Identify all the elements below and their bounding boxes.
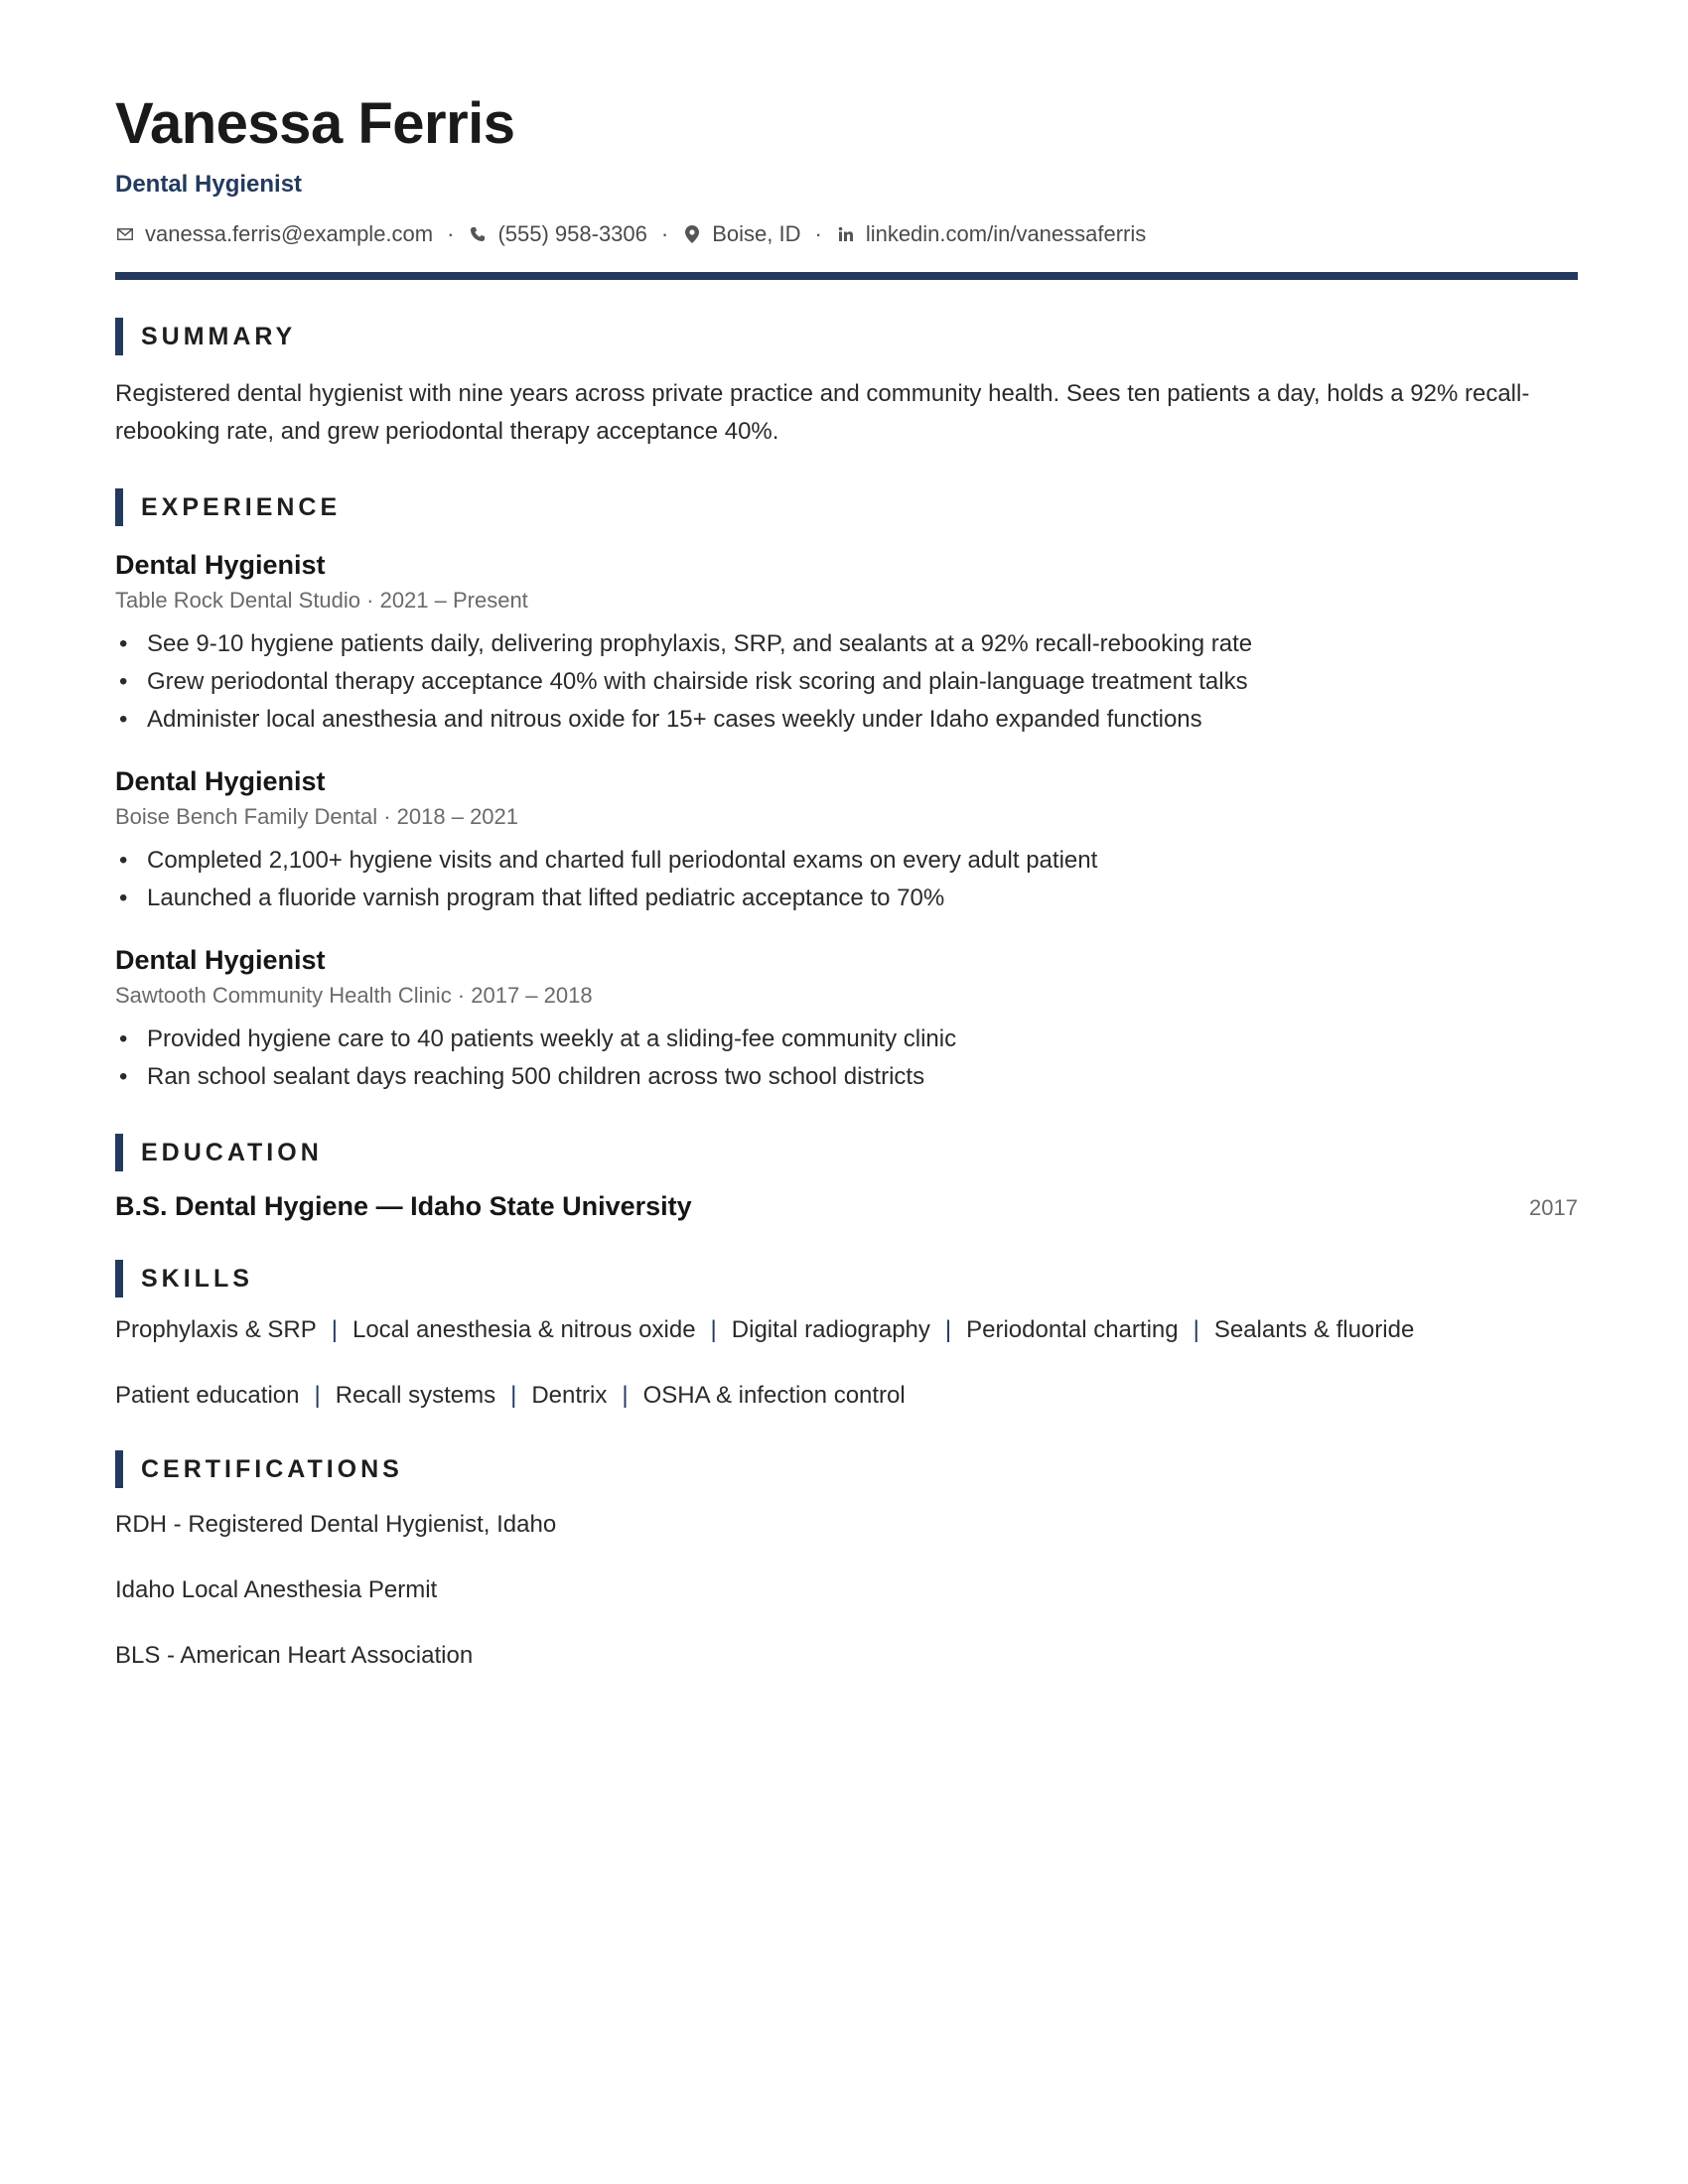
skill-item: Digital radiography | bbox=[732, 1313, 966, 1347]
skill-item: Periodontal charting | bbox=[966, 1313, 1214, 1347]
experience-entry bbox=[115, 764, 1578, 917]
job-bullet: • Launched a fluoride varnish program that lifted pediatric acceptance to 70% bbox=[115, 880, 1578, 917]
section-accent-bar bbox=[115, 1450, 123, 1488]
job-meta: Table Rock Dental Studio · 2021 – Present bbox=[115, 588, 528, 613]
section-heading-education bbox=[115, 1134, 1578, 1171]
skill-separator: | bbox=[944, 1316, 952, 1343]
map-pin-icon bbox=[682, 224, 702, 244]
job-meta: Sawtooth Community Health Clinic · 2017 – 2018 bbox=[115, 983, 593, 1008]
education-year: 2017 bbox=[1529, 1195, 1578, 1220]
header-divider bbox=[115, 272, 1578, 280]
candidate-role: Dental Hygienist bbox=[115, 171, 303, 198]
skill-separator: | bbox=[510, 1382, 517, 1409]
skill-separator: | bbox=[710, 1316, 717, 1343]
section-heading-summary bbox=[115, 318, 1578, 355]
skill-item: Recall systems | bbox=[336, 1379, 532, 1413]
job-bullet: • Ran school sealant days reaching 500 children across two school districts bbox=[115, 1058, 1578, 1096]
job-bullet: • See 9-10 hygiene patients daily, delivering prophylaxis, SRP, and sealants at a 92% recall-rebooking rate bbox=[115, 625, 1578, 663]
skill-separator: | bbox=[622, 1382, 629, 1409]
section-accent-bar bbox=[115, 1260, 123, 1297]
section-heading-label: EDUCATION bbox=[141, 1138, 323, 1166]
skill-item: OSHA & infection control bbox=[642, 1382, 906, 1409]
contact-linkedin[interactable] bbox=[836, 220, 1146, 248]
job-title: Dental Hygienist bbox=[115, 766, 326, 796]
education-degree: B.S. Dental Hygiene — Idaho State University bbox=[115, 1191, 692, 1221]
linkedin-icon bbox=[836, 224, 856, 244]
job-meta: Boise Bench Family Dental · 2018 – 2021 bbox=[115, 804, 519, 829]
experience-entry bbox=[115, 943, 1578, 1096]
job-title: Dental Hygienist bbox=[115, 945, 326, 975]
section-heading-label: SKILLS bbox=[141, 1264, 253, 1293]
job-bullet: • Administer local anesthesia and nitrous oxide for 15+ cases weekly under Idaho expanded functions bbox=[115, 701, 1578, 739]
job-bullet: • Provided hygiene care to 40 patients weekly at a sliding-fee community clinic bbox=[115, 1021, 1578, 1058]
skill-separator: | bbox=[1193, 1316, 1199, 1343]
contact-email[interactable] bbox=[115, 220, 433, 248]
certifications-list bbox=[115, 1508, 1578, 1673]
job-bullets bbox=[115, 625, 1578, 739]
certification-item: BLS - American Heart Association bbox=[115, 1642, 474, 1669]
location-text: Boise, ID bbox=[712, 221, 801, 246]
skills-list bbox=[115, 1313, 1545, 1444]
skill-item: Patient education | bbox=[115, 1379, 336, 1413]
section-heading-certifications bbox=[115, 1450, 1578, 1488]
section-heading-label: SUMMARY bbox=[141, 322, 297, 350]
section-heading-skills bbox=[115, 1260, 1578, 1297]
envelope-icon bbox=[115, 224, 135, 244]
contact-bar bbox=[115, 220, 1578, 248]
linkedin-text: linkedin.com/in/vanessaferris bbox=[865, 221, 1147, 246]
section-accent-bar bbox=[115, 488, 123, 526]
phone-icon bbox=[468, 224, 488, 244]
skill-separator: | bbox=[314, 1382, 321, 1409]
certification-item: RDH - Registered Dental Hygienist, Idaho bbox=[115, 1511, 557, 1538]
section-heading-label: CERTIFICATIONS bbox=[141, 1454, 403, 1483]
skill-separator: | bbox=[331, 1316, 338, 1343]
experience-entry bbox=[115, 548, 1578, 739]
job-bullets bbox=[115, 842, 1578, 917]
summary-text: Registered dental hygienist with nine years across private practice and community health. Sees ten patients a day, holds a 92% recall-rebooking rate, and grew periodontal therapy acceptance 40%. bbox=[115, 380, 1530, 445]
skill-item: Local anesthesia & nitrous oxide | bbox=[352, 1313, 732, 1347]
job-title: Dental Hygienist bbox=[115, 550, 326, 580]
contact-location bbox=[682, 220, 800, 248]
certification-item: Idaho Local Anesthesia Permit bbox=[115, 1576, 438, 1603]
job-bullet: • Grew periodontal therapy acceptance 40% with chairside risk scoring and plain-language treatment talks bbox=[115, 663, 1578, 701]
email-text: vanessa.ferris@example.com bbox=[145, 221, 434, 246]
contact-separator: · bbox=[447, 221, 455, 246]
skill-item: Sealants & fluoride bbox=[1213, 1316, 1415, 1343]
contact-separator: · bbox=[814, 221, 822, 246]
resume-page bbox=[115, 91, 1578, 1673]
section-heading-label: EXPERIENCE bbox=[141, 492, 342, 521]
skill-item: Prophylaxis & SRP | bbox=[115, 1313, 352, 1347]
contact-phone[interactable] bbox=[468, 220, 646, 248]
section-accent-bar bbox=[115, 1134, 123, 1171]
contact-separator: · bbox=[660, 221, 669, 246]
candidate-name: Vanessa Ferris bbox=[115, 91, 515, 156]
education-entry bbox=[115, 1191, 1578, 1222]
job-bullets bbox=[115, 1021, 1578, 1096]
skill-item: Dentrix | bbox=[531, 1379, 642, 1413]
phone-text: (555) 958-3306 bbox=[497, 221, 647, 246]
job-bullet: • Completed 2,100+ hygiene visits and charted full periodontal exams on every adult patient bbox=[115, 842, 1578, 880]
section-heading-experience bbox=[115, 488, 1578, 526]
section-accent-bar bbox=[115, 318, 123, 355]
